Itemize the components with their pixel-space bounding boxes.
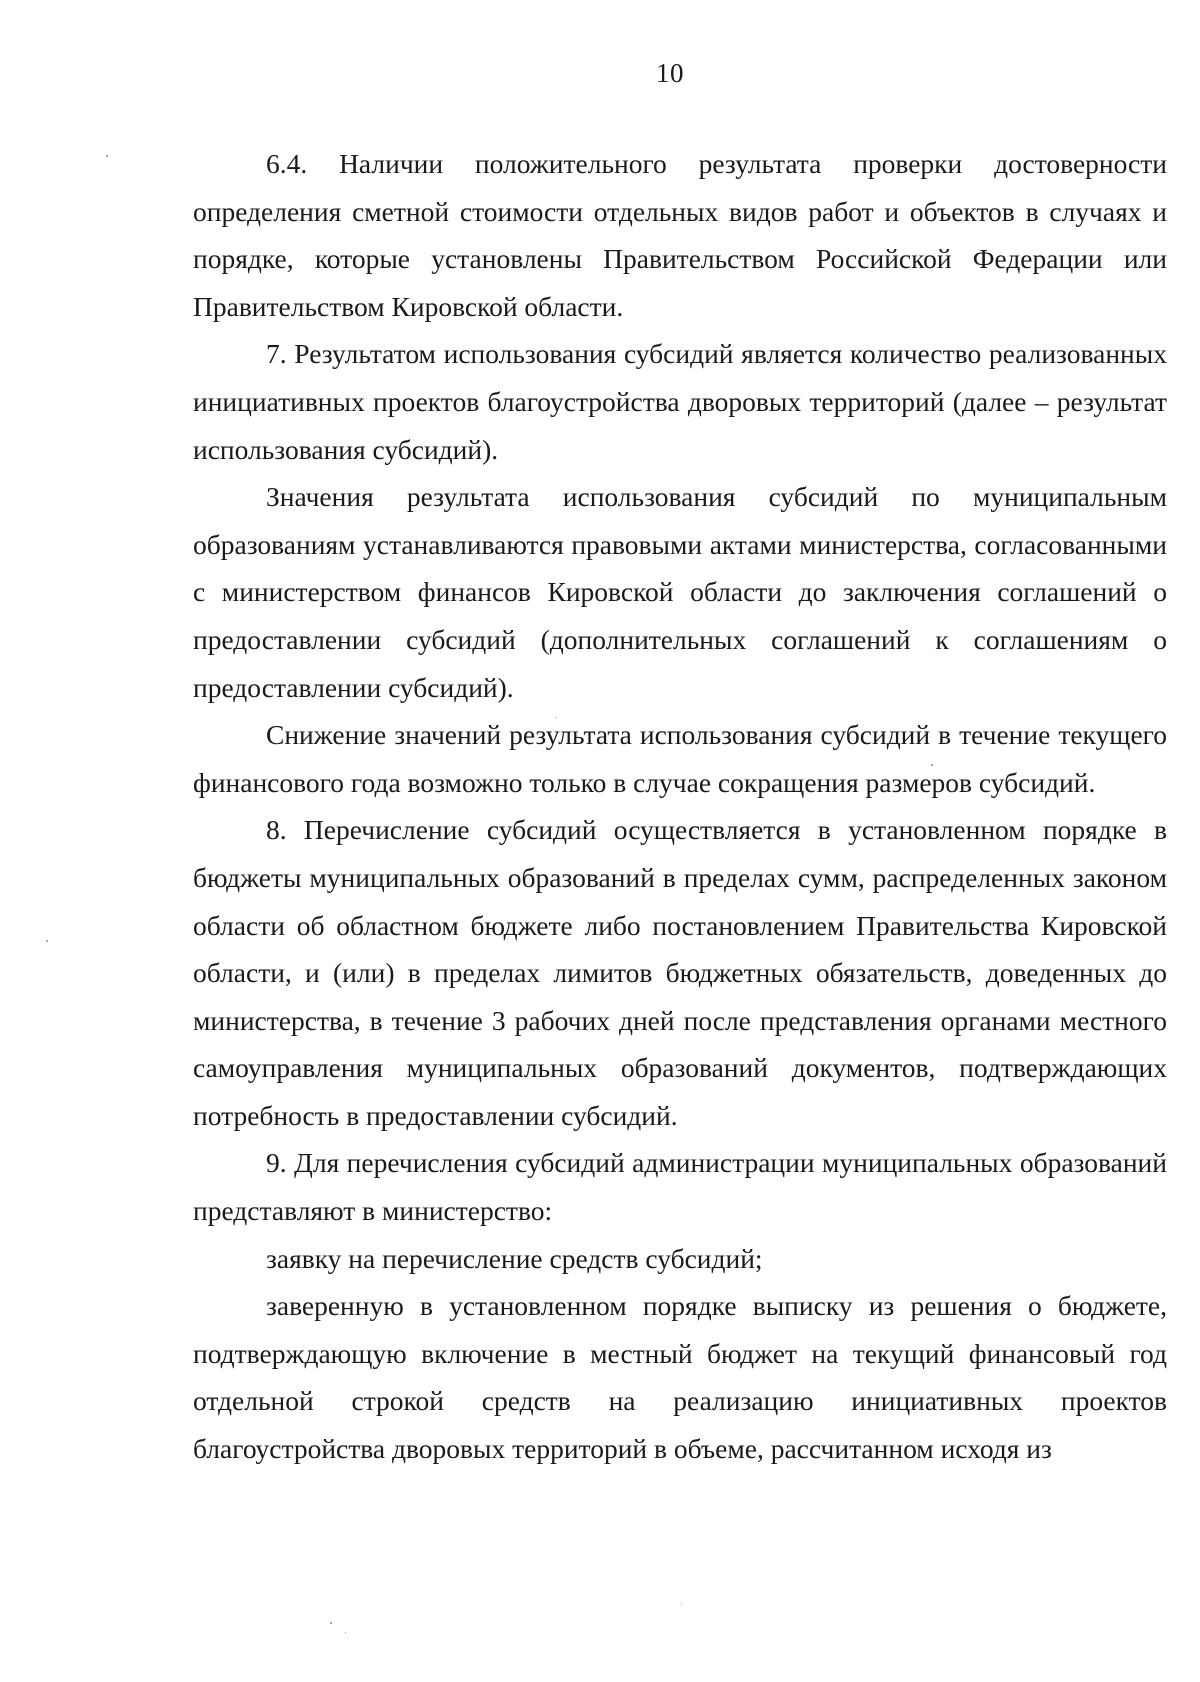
scan-speck <box>46 940 48 942</box>
paragraph-6-4: 6.4. Наличии положительного результата проверки достоверности определения сметной стоимости отдельных видов работ и объектов в случаях и порядке, которые установлены Правительством Российской Федерации или Правительством Кировской области. <box>193 148 1167 322</box>
scan-speck <box>931 764 933 766</box>
scan-speck <box>330 1622 332 1624</box>
paragraph-result-values: Значения результата использования субсидий по муниципальным образованиям устанавливаются правовыми актами министерства, согласованными с министерством финансов Кировской области до заключения соглашений о предоставлении субсидий (дополнительных соглашений к соглашениям о предоставлении субсидий). <box>193 481 1167 703</box>
scan-speck <box>555 717 556 718</box>
document-body <box>193 140 1167 1473</box>
scan-speck <box>681 1604 682 1605</box>
paragraph-8: 8. Перечисление субсидий осуществляется в установленном порядке в бюджеты муниципальных образований в пределах сумм, распределенных законом области об областном бюджете либо постановлением Правительства Кировской области, и (или) в пределах лимитов бюджетных обязательств, доведенных до министерства, в течение 3 рабочих дней после представления органами местного самоуправления муниципальных образований документов, подтверждающих потребность в предоставлении субсидий. <box>193 814 1167 1131</box>
paragraph-budget-extract: заверенную в установленном порядке выписку из решения о бюджете, подтверждающую включение в местный бюджет на текущий финансовый год отдельной строкой средств на реализацию инициативных проектов благоустройства дворовых территорий в объеме, рассчитанном исходя из <box>193 1290 1167 1465</box>
paragraph-9: 9. Для перечисления субсидий администрации муниципальных образований представляют в министерство: <box>193 1147 1167 1227</box>
paragraph-transfer-request: заявку на перечисление средств субсидий; <box>266 1242 763 1274</box>
paragraph-result-reduction: Снижение значений результата использования субсидий в течение текущего финансового года возможно только в случае сокращения размеров субсидий. <box>193 719 1167 798</box>
scan-speck <box>345 1632 346 1633</box>
scan-speck <box>106 155 108 157</box>
page-number: 10 <box>656 58 684 88</box>
paragraph-7: 7. Результатом использования субсидий является количество реализованных инициативных проектов благоустройства дворовых территорий (далее – результат использования субсидий). <box>193 338 1167 465</box>
